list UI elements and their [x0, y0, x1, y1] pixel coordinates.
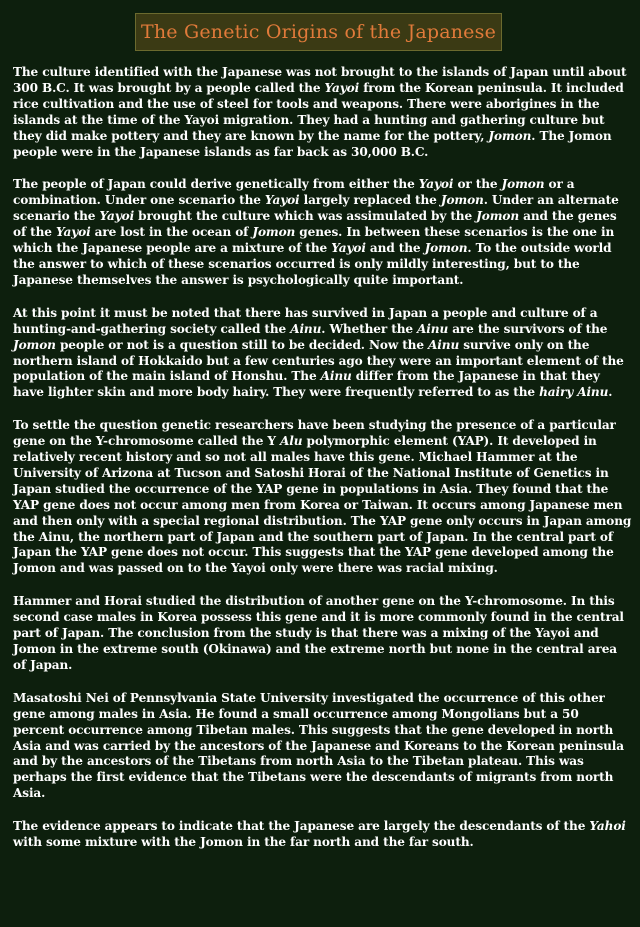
paragraph-text: polymorphic element (YAP). It developed in relatively recent history and so not all males have this gene. Michael Hammer at the University of Arizona at Tucson and Satoshi Horai of the National Institute of Genetics in Japan studied the occurrence of the YAP gene in populations in Asia. They found that the YAP gene does not occur among men from Korea or Taiwan. It occurs among Japanese men and then only with a special regional distribution. The YAP gene only occurs in Japan among the Ainu, the northern part of Japan and the southern part of Japan. In the central part of Japan the YAP gene does not occur. This suggests that the YAP gene developed among the Jomon and was passed on to the Yayoi only were there was racial mixing. — [13, 434, 632, 576]
italic-term: Ainu — [428, 337, 460, 352]
article-paragraph — [13, 65, 633, 160]
paragraph-text: or the — [453, 177, 502, 192]
paragraph-text: people or not is a question still to be decided. Now the — [55, 337, 429, 352]
article-paragraph — [13, 691, 633, 802]
paragraph-text: differ from the Japanese in that they have lighter skin and more body hairy. They were frequently referred to as the — [13, 369, 600, 400]
italic-term: Jomon — [424, 241, 468, 256]
italic-term: Yayoi — [99, 209, 135, 224]
italic-term: Ainu — [290, 321, 322, 336]
article-paragraph — [13, 594, 633, 674]
paragraph-text: Masatoshi Nei of Pennsylvania State University investigated the occurrence of this other gene among males in Asia. He found a small occurrence among Mongolians but a 50 percent occurrence among Tibetan males. This suggests that the gene developed in north Asia and was carried by the ancestors of the Japanese and Koreans to the Korean peninsula and by the ancestors of the Tibetans from north Asia to the Tibetan plateau. This was perhaps the first evidence that the Tibetans were the descendants of migrants from north Asia. — [13, 690, 624, 801]
paragraph-text: genes. In between these scenarios is the one in which the Japanese people are a mixture of the — [13, 225, 615, 256]
paragraph-text: . Whether the — [321, 321, 418, 336]
paragraph-text: brought the culture which was assimulated by the — [134, 209, 477, 224]
article-paragraph — [13, 418, 633, 577]
paragraph-text: . The Jomon people were in the Japanese islands as far back as 30,000 B.C. — [13, 128, 612, 159]
italic-term: Yayoi — [324, 80, 360, 95]
paragraph-text: . To the outside world the answer to which of these scenarios occurred is only mildly interesting, but to the Japanese themselves the answer is psychologically quite important. — [13, 241, 612, 287]
paragraph-text: and the genes of the — [13, 209, 617, 240]
italic-term: Yayoi — [331, 241, 366, 256]
italic-term: Jomon — [488, 128, 532, 143]
paragraph-text: are lost in the ocean of — [90, 225, 253, 240]
paragraph-text: The evidence appears to indicate that the Japanese are largely the descendants of the — [13, 819, 590, 834]
italic-term: hairy Ainu — [539, 385, 609, 400]
page-title: The Genetic Origins of the Japanese — [140, 21, 497, 43]
italic-term: Jomon — [501, 177, 545, 192]
paragraph-text: from the Korean peninsula. It included rice cultivation and the use of steel for tools and weapons. There were aborigines in the islands at the time of the Yayoi migration. They had a hunting and gathering culture but they did make pottery and they are known by the name for the pottery, — [13, 80, 624, 143]
italic-term: Ainu — [320, 369, 352, 384]
italic-term: Yayoi — [418, 177, 454, 192]
italic-term: Ainu — [417, 321, 449, 336]
article-paragraph — [13, 306, 633, 401]
italic-term: Yayoi — [264, 193, 300, 208]
article-paragraph — [13, 177, 633, 288]
paragraph-text: and the — [365, 241, 425, 256]
paragraph-text: with some mixture with the Jomon in the far north and the far south. — [13, 835, 474, 850]
paragraph-text: or a combination. Under one scenario the — [13, 177, 575, 208]
paragraph-text: survive only on the northern island of Hokkaido but a few centuries ago they were an important element of the population of the main island of Honshu. The — [13, 337, 624, 384]
italic-term: Yahoi — [589, 819, 626, 834]
paragraph-text: largely replaced the — [299, 193, 441, 208]
italic-term: Alu — [280, 434, 303, 449]
italic-term: Jomon — [440, 193, 484, 208]
paragraph-text: . Under an alternate scenario the — [13, 193, 619, 224]
italic-term: Yayoi — [55, 225, 91, 240]
paragraph-text: To settle the question genetic researchers have been studying the presence of a particular gene on the Y-chromosome called the Y — [13, 418, 616, 449]
title-banner — [135, 13, 502, 51]
paragraph-text: The people of Japan could derive genetically from either the — [13, 177, 419, 192]
paragraph-text: . — [608, 385, 613, 400]
article-body — [13, 65, 633, 868]
italic-term: Jomon — [252, 225, 296, 240]
paragraph-text: are the survivors of the — [448, 321, 608, 336]
paragraph-text: At this point it must be noted that there has survived in Japan a people and culture of a hunting-and-gathering society called the — [13, 305, 598, 336]
italic-term: Jomon — [476, 209, 520, 224]
paragraph-text: The culture identified with the Japanese was not brought to the islands of Japan until about 300 B.C. It was brought by a people called the — [13, 65, 627, 95]
italic-term: Jomon — [13, 337, 56, 352]
article-paragraph — [13, 819, 633, 851]
paragraph-text: Hammer and Horai studied the distribution of another gene on the Y-chromosome. In this second case males in Korea possess this gene and it is more commonly found in the central part of Japan. The conclusion from the study is that there was a mixing of the Yayoi and Jomon in the extreme south (Okinawa) and the extreme north but none in the central area of Japan. — [13, 594, 624, 672]
